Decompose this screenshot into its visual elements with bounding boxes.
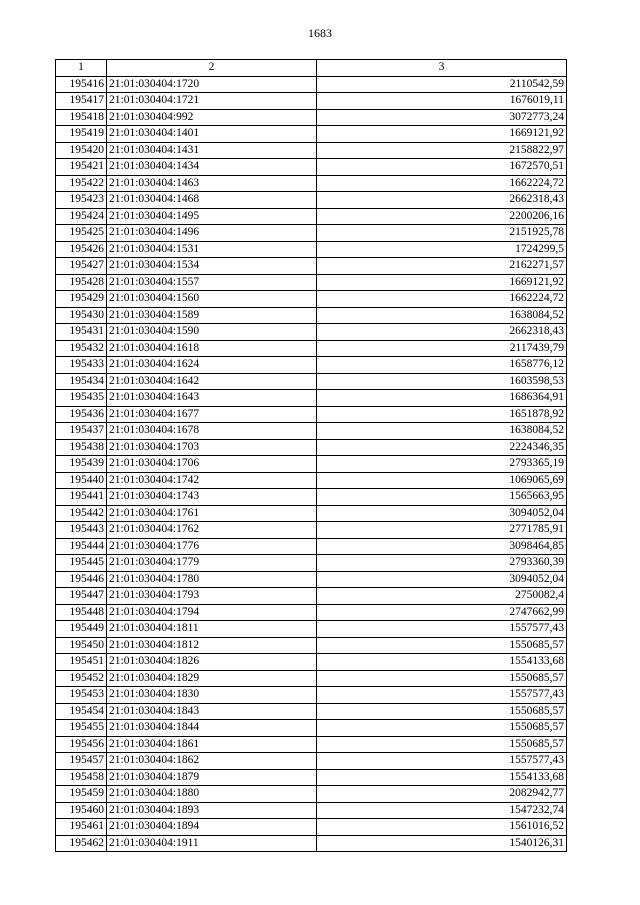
table-row — [56, 703, 567, 720]
table-row — [56, 588, 567, 605]
cadastral-value-cell: 1557577,43 — [317, 621, 567, 638]
cadastral-value-cell: 2117439,79 — [317, 340, 567, 357]
table-row — [56, 604, 567, 621]
cadastral-value-cell: 3098464,85 — [317, 538, 567, 555]
cadastral-value-cell: 1662224,72 — [317, 175, 567, 192]
table-body — [56, 76, 567, 852]
table-row — [56, 489, 567, 506]
cadastral-number-cell: 21:01:030404:1742 — [107, 472, 317, 489]
row-number-cell: 195452 — [56, 670, 107, 687]
table-header — [56, 60, 567, 77]
cadastral-value-cell: 1669121,92 — [317, 126, 567, 143]
cadastral-number-cell: 21:01:030404:1761 — [107, 505, 317, 522]
table-row — [56, 258, 567, 275]
row-number-cell: 195421 — [56, 159, 107, 176]
cadastral-number-cell: 21:01:030404:1844 — [107, 720, 317, 737]
cadastral-number-cell: 21:01:030404:1431 — [107, 142, 317, 159]
cadastral-value-cell: 1672570,51 — [317, 159, 567, 176]
cadastral-number-cell: 21:01:030404:1401 — [107, 126, 317, 143]
column-header-1: 1 — [56, 60, 107, 77]
row-number-cell: 195454 — [56, 703, 107, 720]
cadastral-number-cell: 21:01:030404:1624 — [107, 357, 317, 374]
table-row — [56, 307, 567, 324]
cadastral-number-cell: 21:01:030404:1794 — [107, 604, 317, 621]
table-row — [56, 786, 567, 803]
cadastral-value-cell: 2158822,97 — [317, 142, 567, 159]
row-number-cell: 195441 — [56, 489, 107, 506]
cadastral-value-cell: 1554133,68 — [317, 654, 567, 671]
row-number-cell: 195427 — [56, 258, 107, 275]
cadastral-number-cell: 21:01:030404:1463 — [107, 175, 317, 192]
row-number-cell: 195424 — [56, 208, 107, 225]
cadastral-number-cell: 21:01:030404:1434 — [107, 159, 317, 176]
cadastral-number-cell: 21:01:030404:1826 — [107, 654, 317, 671]
row-number-cell: 195417 — [56, 93, 107, 110]
table-row — [56, 522, 567, 539]
cadastral-number-cell: 21:01:030404:1830 — [107, 687, 317, 704]
cadastral-value-cell: 3094052,04 — [317, 571, 567, 588]
cadastral-value-cell: 1557577,43 — [317, 753, 567, 770]
page-number: 1683 — [308, 26, 332, 40]
table-row — [56, 192, 567, 209]
table-row — [56, 76, 567, 93]
cadastral-number-cell: 21:01:030404:1589 — [107, 307, 317, 324]
row-number-cell: 195458 — [56, 769, 107, 786]
cadastral-value-cell: 2200206,16 — [317, 208, 567, 225]
row-number-cell: 195446 — [56, 571, 107, 588]
cadastral-number-cell: 21:01:030404:1590 — [107, 324, 317, 341]
table-row — [56, 769, 567, 786]
table-row — [56, 241, 567, 258]
cadastral-number-cell: 21:01:030404:1811 — [107, 621, 317, 638]
cadastral-number-cell: 21:01:030404:992 — [107, 109, 317, 126]
cadastral-value-cell: 2750082,4 — [317, 588, 567, 605]
cadastral-number-cell: 21:01:030404:1829 — [107, 670, 317, 687]
cadastral-value-cell: 2082942,77 — [317, 786, 567, 803]
row-number-cell: 195436 — [56, 406, 107, 423]
cadastral-value-cell: 1603598,53 — [317, 373, 567, 390]
cadastral-value-cell: 2662318,43 — [317, 324, 567, 341]
cadastral-number-cell: 21:01:030404:1780 — [107, 571, 317, 588]
table-row — [56, 621, 567, 638]
row-number-cell: 195451 — [56, 654, 107, 671]
row-number-cell: 195418 — [56, 109, 107, 126]
cadastral-value-cell: 1550685,57 — [317, 670, 567, 687]
row-number-cell: 195455 — [56, 720, 107, 737]
table-row — [56, 274, 567, 291]
row-number-cell: 195439 — [56, 456, 107, 473]
cadastral-value-cell: 2662318,43 — [317, 192, 567, 209]
cadastral-number-cell: 21:01:030404:1776 — [107, 538, 317, 555]
cadastral-number-cell: 21:01:030404:1743 — [107, 489, 317, 506]
row-number-cell: 195416 — [56, 76, 107, 93]
row-number-cell: 195443 — [56, 522, 107, 539]
table-row — [56, 208, 567, 225]
row-number-cell: 195422 — [56, 175, 107, 192]
row-number-cell: 195425 — [56, 225, 107, 242]
cadastral-number-cell: 21:01:030404:1468 — [107, 192, 317, 209]
cadastral-number-cell: 21:01:030404:1495 — [107, 208, 317, 225]
cadastral-number-cell: 21:01:030404:1642 — [107, 373, 317, 390]
cadastral-value-cell: 1686364,91 — [317, 390, 567, 407]
table-row — [56, 390, 567, 407]
row-number-cell: 195456 — [56, 736, 107, 753]
row-number-cell: 195450 — [56, 637, 107, 654]
table-row — [56, 753, 567, 770]
row-number-cell: 195447 — [56, 588, 107, 605]
row-number-cell: 195449 — [56, 621, 107, 638]
cadastral-value-cell: 1540126,31 — [317, 835, 567, 852]
row-number-cell: 195438 — [56, 439, 107, 456]
table-row — [56, 555, 567, 572]
cadastral-value-cell: 1561016,52 — [317, 819, 567, 836]
cadastral-value-cell: 1554133,68 — [317, 769, 567, 786]
table-row — [56, 93, 567, 110]
header-row — [56, 60, 567, 77]
cadastral-number-cell: 21:01:030404:1862 — [107, 753, 317, 770]
table-row — [56, 505, 567, 522]
cadastral-value-cell: 1724299,5 — [317, 241, 567, 258]
table-row — [56, 472, 567, 489]
table-row — [56, 324, 567, 341]
row-number-cell: 195457 — [56, 753, 107, 770]
table-row — [56, 456, 567, 473]
table-row — [56, 142, 567, 159]
row-number-cell: 195460 — [56, 802, 107, 819]
cadastral-value-cell: 1638084,52 — [317, 307, 567, 324]
row-number-cell: 195420 — [56, 142, 107, 159]
cadastral-number-cell: 21:01:030404:1557 — [107, 274, 317, 291]
cadastral-value-cell: 1565663,95 — [317, 489, 567, 506]
table-row — [56, 736, 567, 753]
row-number-cell: 195435 — [56, 390, 107, 407]
cadastral-number-cell: 21:01:030404:1720 — [107, 76, 317, 93]
cadastral-number-cell: 21:01:030404:1643 — [107, 390, 317, 407]
table-row — [56, 571, 567, 588]
row-number-cell: 195426 — [56, 241, 107, 258]
cadastral-number-cell: 21:01:030404:1534 — [107, 258, 317, 275]
cadastral-value-cell: 1550685,57 — [317, 703, 567, 720]
row-number-cell: 195440 — [56, 472, 107, 489]
cadastral-number-cell: 21:01:030404:1531 — [107, 241, 317, 258]
cadastral-value-cell: 2747662,99 — [317, 604, 567, 621]
row-number-cell: 195444 — [56, 538, 107, 555]
row-number-cell: 195433 — [56, 357, 107, 374]
table-row — [56, 637, 567, 654]
cadastral-number-cell: 21:01:030404:1861 — [107, 736, 317, 753]
table-row — [56, 373, 567, 390]
cadastral-number-cell: 21:01:030404:1762 — [107, 522, 317, 539]
table-row — [56, 670, 567, 687]
cadastral-number-cell: 21:01:030404:1560 — [107, 291, 317, 308]
column-header-3: 3 — [317, 60, 567, 77]
cadastral-value-cell: 1676019,11 — [317, 93, 567, 110]
cadastral-number-cell: 21:01:030404:1678 — [107, 423, 317, 440]
row-number-cell: 195437 — [56, 423, 107, 440]
cadastral-value-cell: 1658776,12 — [317, 357, 567, 374]
row-number-cell: 195429 — [56, 291, 107, 308]
cadastral-value-cell: 1662224,72 — [317, 291, 567, 308]
cadastral-number-cell: 21:01:030404:1677 — [107, 406, 317, 423]
table-row — [56, 109, 567, 126]
cadastral-value-cell: 1069065,69 — [317, 472, 567, 489]
cadastral-value-cell: 1669121,92 — [317, 274, 567, 291]
row-number-cell: 195428 — [56, 274, 107, 291]
cadastral-value-cell: 2224346,35 — [317, 439, 567, 456]
cadastral-number-cell: 21:01:030404:1779 — [107, 555, 317, 572]
cadastral-value-cell: 1550685,57 — [317, 637, 567, 654]
row-number-cell: 195462 — [56, 835, 107, 852]
cadastral-number-cell: 21:01:030404:1911 — [107, 835, 317, 852]
cadastral-number-cell: 21:01:030404:1793 — [107, 588, 317, 605]
table-row — [56, 406, 567, 423]
table-row — [56, 819, 567, 836]
cadastral-value-cell: 2793365,19 — [317, 456, 567, 473]
cadastral-value-table — [55, 59, 567, 852]
row-number-cell: 195432 — [56, 340, 107, 357]
row-number-cell: 195461 — [56, 819, 107, 836]
table-row — [56, 802, 567, 819]
cadastral-number-cell: 21:01:030404:1618 — [107, 340, 317, 357]
column-header-2: 2 — [107, 60, 317, 77]
cadastral-value-cell: 2110542,59 — [317, 76, 567, 93]
row-number-cell: 195419 — [56, 126, 107, 143]
cadastral-value-cell: 2151925,78 — [317, 225, 567, 242]
table-row — [56, 291, 567, 308]
cadastral-value-cell: 1557577,43 — [317, 687, 567, 704]
row-number-cell: 195445 — [56, 555, 107, 572]
table-row — [56, 654, 567, 671]
cadastral-number-cell: 21:01:030404:1706 — [107, 456, 317, 473]
cadastral-number-cell: 21:01:030404:1879 — [107, 769, 317, 786]
table-row — [56, 357, 567, 374]
table-row — [56, 835, 567, 852]
table-row — [56, 126, 567, 143]
table-row — [56, 159, 567, 176]
cadastral-number-cell: 21:01:030404:1812 — [107, 637, 317, 654]
table-row — [56, 225, 567, 242]
cadastral-value-cell: 1638084,52 — [317, 423, 567, 440]
cadastral-value-cell: 3072773,24 — [317, 109, 567, 126]
table-row — [56, 538, 567, 555]
cadastral-number-cell: 21:01:030404:1703 — [107, 439, 317, 456]
table-row — [56, 720, 567, 737]
row-number-cell: 195459 — [56, 786, 107, 803]
row-number-cell: 195430 — [56, 307, 107, 324]
cadastral-value-cell: 1550685,57 — [317, 736, 567, 753]
cadastral-value-cell: 1547232,74 — [317, 802, 567, 819]
row-number-cell: 195442 — [56, 505, 107, 522]
cadastral-value-cell: 3094052,04 — [317, 505, 567, 522]
cadastral-number-cell: 21:01:030404:1880 — [107, 786, 317, 803]
row-number-cell: 195431 — [56, 324, 107, 341]
cadastral-value-cell: 1550685,57 — [317, 720, 567, 737]
row-number-cell: 195434 — [56, 373, 107, 390]
table-row — [56, 687, 567, 704]
row-number-cell: 195423 — [56, 192, 107, 209]
cadastral-value-cell: 2793360,39 — [317, 555, 567, 572]
table-row — [56, 439, 567, 456]
row-number-cell: 195453 — [56, 687, 107, 704]
table-row — [56, 340, 567, 357]
row-number-cell: 195448 — [56, 604, 107, 621]
table-row — [56, 423, 567, 440]
cadastral-value-cell: 2162271,57 — [317, 258, 567, 275]
cadastral-number-cell: 21:01:030404:1843 — [107, 703, 317, 720]
cadastral-value-cell: 1651878,92 — [317, 406, 567, 423]
cadastral-number-cell: 21:01:030404:1894 — [107, 819, 317, 836]
table-row — [56, 175, 567, 192]
cadastral-number-cell: 21:01:030404:1893 — [107, 802, 317, 819]
cadastral-number-cell: 21:01:030404:1496 — [107, 225, 317, 242]
cadastral-value-cell: 2771785,91 — [317, 522, 567, 539]
cadastral-number-cell: 21:01:030404:1721 — [107, 93, 317, 110]
